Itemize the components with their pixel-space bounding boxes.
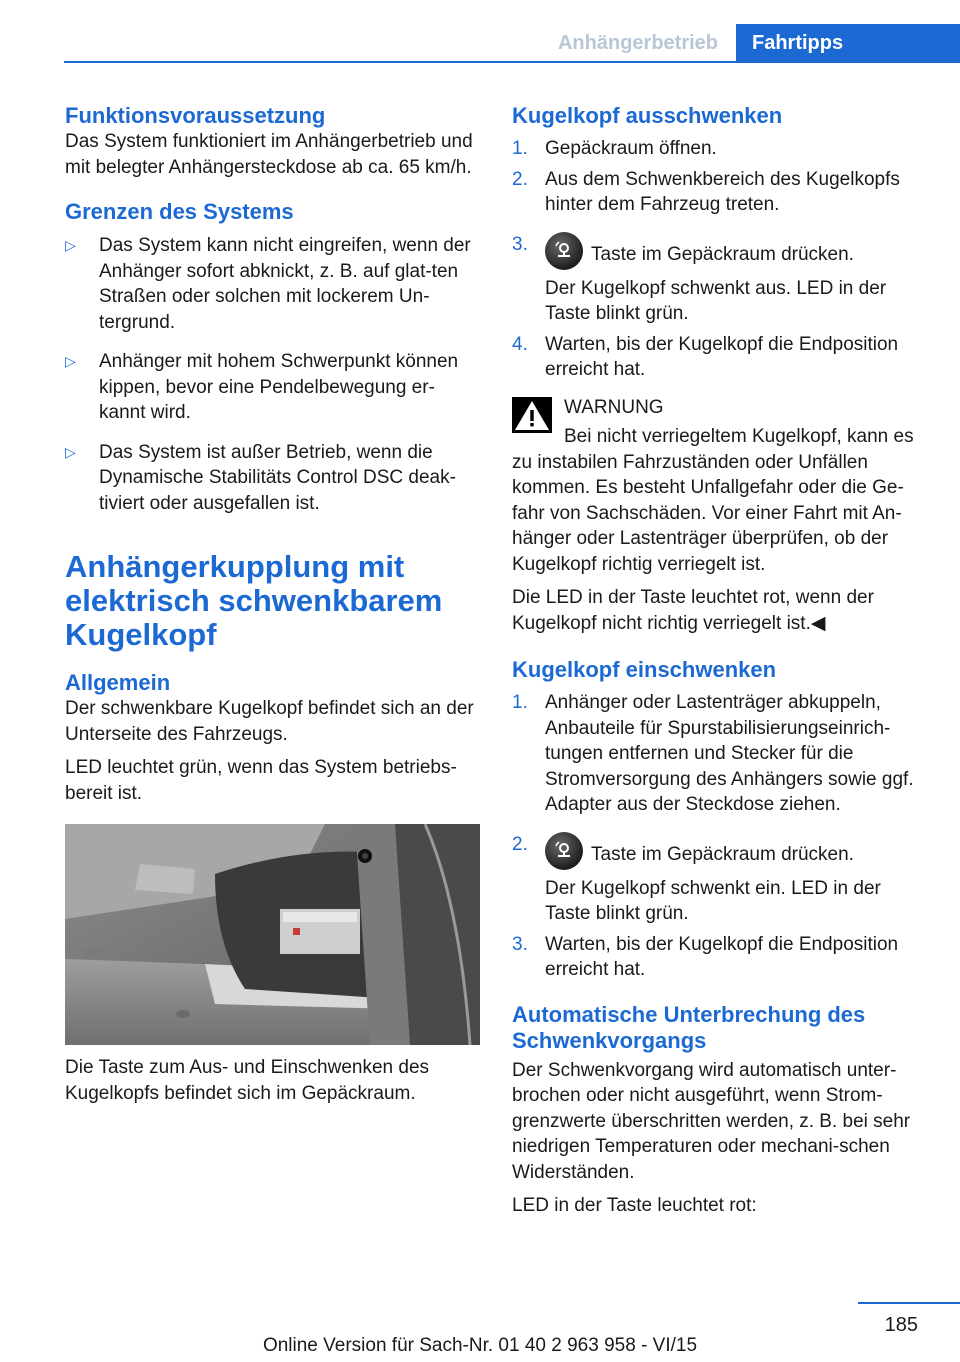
step-text: Taste im Gepäckraum drücken. bbox=[591, 843, 854, 865]
einschwenken-steps bbox=[512, 690, 927, 983]
step-item bbox=[512, 690, 927, 818]
paragraph-led-rot: Die LED in der Taste leuchtet rot, wenn der Kugelkopf nicht richtig verriegelt ist.◀ bbox=[512, 587, 874, 634]
step-number: 2. bbox=[512, 168, 528, 190]
grenzen-list bbox=[65, 233, 480, 516]
step-number: 4. bbox=[512, 333, 528, 355]
luggage-compartment-photo bbox=[65, 824, 480, 1045]
heading-ausschwenken: Kugelkopf ausschwenken bbox=[512, 103, 783, 128]
header-divider bbox=[64, 61, 960, 63]
step-item bbox=[512, 832, 927, 927]
footer-divider bbox=[858, 1302, 960, 1304]
step-item bbox=[512, 136, 927, 162]
header-section-tab[interactable]: Anhängerbetrieb bbox=[557, 32, 719, 54]
heading-einschwenken: Kugelkopf einschwenken bbox=[512, 657, 777, 682]
left-column bbox=[65, 100, 480, 1106]
online-version-note: Online Version für Sach-Nr. 01 40 2 963 958 - VI/15 bbox=[262, 1335, 698, 1356]
step-item bbox=[512, 167, 927, 218]
list-item-text: Das System kann nicht eingreifen, wenn der Anhänger sofort abknickt, z. B. auf glat‐ten Straßen oder solchen mit lockerem Un‐tergrund. bbox=[99, 235, 471, 333]
paragraph-led: LED in der Taste leuchtet rot: bbox=[512, 1195, 757, 1216]
step-item bbox=[512, 232, 927, 327]
heading-allgemein: Allgemein bbox=[65, 670, 171, 695]
warning-triangle-icon bbox=[512, 397, 552, 433]
list-item bbox=[65, 440, 480, 517]
step-subtext: Der Kugelkopf schwenkt aus. LED in der Taste blinkt grün. bbox=[545, 277, 887, 324]
list-item bbox=[65, 233, 480, 335]
triangle-bullet-icon: ▷ bbox=[65, 237, 76, 253]
heading-grenzen: Grenzen des Systems bbox=[65, 199, 294, 224]
step-text: Gepäckraum öffnen. bbox=[545, 138, 717, 159]
paragraph-auto: Der Schwenkvorgang wird automatisch unter‐brochen oder nicht ausgeführt, wenn Strom‐grenzwerte überschritten werden, z. B. bei sehr niedrigen Temperaturen oder mechani‐schen Widerständen. bbox=[512, 1059, 911, 1183]
step-text: Warten, bis der Kugelkopf die Endposition erreicht hat. bbox=[545, 333, 899, 380]
step-item bbox=[512, 932, 927, 983]
ausschwenken-steps bbox=[512, 136, 927, 383]
step-item bbox=[512, 332, 927, 383]
header-chapter-tab[interactable]: Fahrtipps bbox=[736, 24, 960, 62]
list-item-text: Das System ist außer Betrieb, wenn die Dynamische Stabilitäts Control DSC deak‐tiviert oder ausgefallen ist. bbox=[99, 441, 456, 514]
step-subtext: Der Kugelkopf schwenkt ein. LED in der Taste blinkt grün. bbox=[545, 877, 881, 924]
step-text: Aus dem Schwenkbereich des Kugelkopfs hinter dem Fahrzeug treten. bbox=[545, 168, 900, 215]
step-text: Warten, bis der Kugelkopf die Endposition erreicht hat. bbox=[545, 933, 899, 980]
list-item bbox=[65, 349, 480, 426]
step-number: 3. bbox=[512, 933, 528, 955]
step-number: 1. bbox=[512, 138, 528, 159]
step-text: Taste im Gepäckraum drücken. bbox=[591, 243, 854, 265]
swivel-button-icon bbox=[545, 832, 583, 870]
heading-funktionsvoraussetzung: Funktionsvoraussetzung bbox=[65, 103, 326, 128]
section-title: Anhängerkupplung mit elektrisch schwenkbarem Kugelkopf bbox=[65, 549, 443, 652]
heading-automatische-unterbrechung: Automatische Unterbrechung des Schwenkvorgangs bbox=[512, 1001, 866, 1053]
paragraph-allgemein-2: LED leuchtet grün, wenn das System betriebs‐bereit ist. bbox=[65, 757, 457, 804]
paragraph-funktion: Das System funktioniert im Anhängerbetrieb und mit belegter Anhängersteckdose ab ca. 65 km/h. bbox=[65, 131, 473, 178]
page-number: 185 bbox=[884, 1314, 918, 1336]
warning-text: Bei nicht verriegeltem Kugelkopf, kann es zu instabilen Fahrzuständen oder Unfällen kommen. Es besteht Unfallgefahr oder die Ge‐fahr von Sachschäden. Vor einer Fahrt mit An‐hänger oder Lastenträger überprüfen, ob der Kugelkopf richtig verriegelt ist. bbox=[512, 426, 914, 575]
swivel-button-icon bbox=[545, 232, 583, 270]
triangle-bullet-icon: ▷ bbox=[65, 353, 76, 369]
step-number: 2. bbox=[512, 833, 528, 855]
paragraph-allgemein-1: Der schwenkbare Kugelkopf befindet sich an der Unterseite des Fahrzeugs. bbox=[65, 698, 474, 745]
triangle-bullet-icon: ▷ bbox=[65, 443, 76, 460]
step-text: Anhänger oder Lastenträger abkuppeln, Anbauteile für Spurstabilisierungseinrich‐tungen entfernen und Stecker für die Stromversorgung des Anhängers sowie ggf. Adapter aus der Steckdose ziehen. bbox=[545, 692, 914, 815]
right-column bbox=[512, 100, 927, 1219]
image-caption: Die Taste zum Aus- und Einschwenken des Kugelkopfs befindet sich im Gepäckraum. bbox=[65, 1057, 430, 1104]
warning-title: WARNUNG bbox=[564, 396, 664, 418]
list-item-text: Anhänger mit hohem Schwerpunkt können kippen, bevor eine Pendelbewegung er‐kannt wird. bbox=[99, 351, 459, 423]
warning-block bbox=[512, 395, 927, 578]
step-number: 3. bbox=[512, 233, 528, 255]
step-number: 1. bbox=[512, 692, 528, 713]
